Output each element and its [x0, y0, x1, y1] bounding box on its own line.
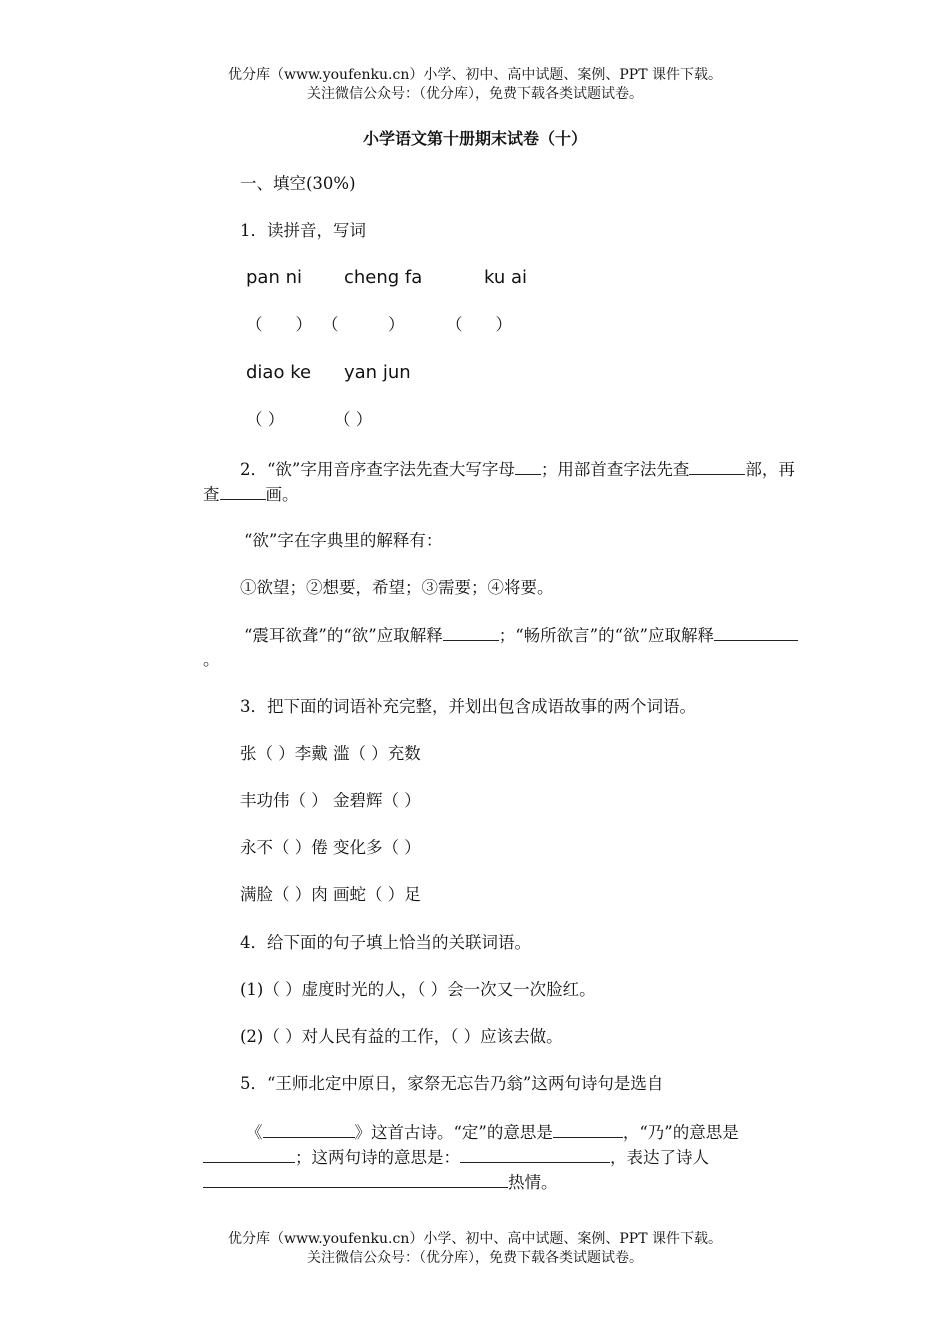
footer-line-1: 优分库（www.youfenku.cn）小学、初中、高中试题、案例、PPT 课件下载。: [227, 1231, 722, 1247]
blank-usage-2: [714, 623, 798, 641]
q2-usage-paragraph: [203, 623, 808, 672]
pinyin-2: cheng fa: [344, 267, 423, 288]
header-line-1: 优分库（www.youfenku.cn）小学、初中、高中试题、案例、PPT 课件下载。: [227, 67, 722, 83]
q5-text-5: ，表达了诗人: [610, 1148, 709, 1167]
q4-title: 4．给下面的句子填上恰当的关联词语。: [240, 933, 531, 952]
blank-nai-meaning: [203, 1145, 295, 1163]
blank-ding-meaning: [553, 1120, 623, 1138]
q5-text-4: ；这两句诗的意思是：: [295, 1148, 460, 1167]
q2-usage-2: ；“畅所欲言”的“欲”应取解释: [498, 626, 714, 645]
idiom-row-3: 永不（ ）倦 变化多（ ）: [240, 838, 421, 857]
q2-text-2: ；用部首查字法先查: [540, 460, 690, 479]
q4-item-2: (2)（ ）对人民有益的工作，（ ）应该去做。: [240, 1027, 563, 1046]
q5-title: 5．“王师北定中原日，家祭无忘告乃翁”这两句诗句是选自: [240, 1074, 664, 1093]
blank-lines-meaning: [460, 1145, 610, 1163]
pinyin-1: pan ni: [246, 267, 302, 288]
q2-usage-3: 。: [203, 650, 220, 669]
q2-paragraph: [203, 457, 808, 507]
q2-definitions: ①欲望；②想要，希望；③需要；④将要。: [240, 578, 554, 597]
answer-paren-4: （ ）: [246, 410, 285, 429]
q2-text-3: 部，再查: [203, 460, 795, 504]
answer-paren-2: （ ）: [322, 315, 405, 334]
page-header: [0, 66, 950, 104]
q5-text-3: ，“乃”的意思是: [622, 1123, 739, 1142]
idiom-row-2: 丰功伟（ ） 金碧辉（ ）: [240, 791, 421, 810]
header-line-2: 关注微信公众号：（优分库），免费下载各类试题试卷。: [307, 86, 643, 102]
section-heading: 一、填空(30%): [240, 174, 356, 193]
answer-paren-3: （ ）: [446, 315, 512, 334]
page-title: 小学语文第十册期末试卷（十）: [362, 129, 587, 148]
pinyin-4: diao ke: [246, 362, 312, 383]
q5-text-2: 》这首古诗。“定”的意思是: [354, 1123, 553, 1142]
page-footer: [0, 1230, 950, 1268]
q1-title: 1．读拼音，写词: [240, 221, 366, 240]
q5-paragraph: [203, 1120, 808, 1195]
idiom-row-4: 满脸（ ）肉 画蛇（ ）足: [240, 885, 421, 904]
blank-radical: [689, 457, 745, 475]
answer-paren-5: （ ）: [334, 410, 373, 429]
q2-text-4: 画。: [265, 485, 299, 504]
blank-poem-title: [263, 1120, 355, 1138]
q2-definition-intro: “欲”字在字典里的解释有：: [244, 531, 443, 550]
footer-line-2: 关注微信公众号：（优分库），免费下载各类试题试卷。: [307, 1250, 643, 1266]
blank-feeling: [203, 1170, 508, 1188]
answer-paren-1: （ ）: [246, 315, 312, 334]
q3-title: 3．把下面的词语补充完整，并划出包含成语故事的两个词语。: [240, 697, 696, 716]
blank-usage-1: [443, 623, 499, 641]
q2-text-1: 2．“欲”字用音序查字法先查大写字母: [240, 460, 515, 479]
pinyin-5: yan jun: [344, 362, 411, 383]
blank-letter: [515, 457, 541, 475]
blank-strokes: [220, 482, 266, 500]
q5-text-1: 《: [246, 1123, 263, 1142]
pinyin-3: ku ai: [484, 267, 528, 288]
q2-usage-1: “震耳欲聋”的“欲”应取解释: [244, 626, 443, 645]
q5-text-6: 热情。: [508, 1173, 558, 1192]
q4-item-1: (1)（ ）虚度时光的人，（ ）会一次又一次脸红。: [240, 980, 596, 999]
idiom-row-1: 张（ ）李戴 滥（ ）充数: [240, 744, 421, 763]
